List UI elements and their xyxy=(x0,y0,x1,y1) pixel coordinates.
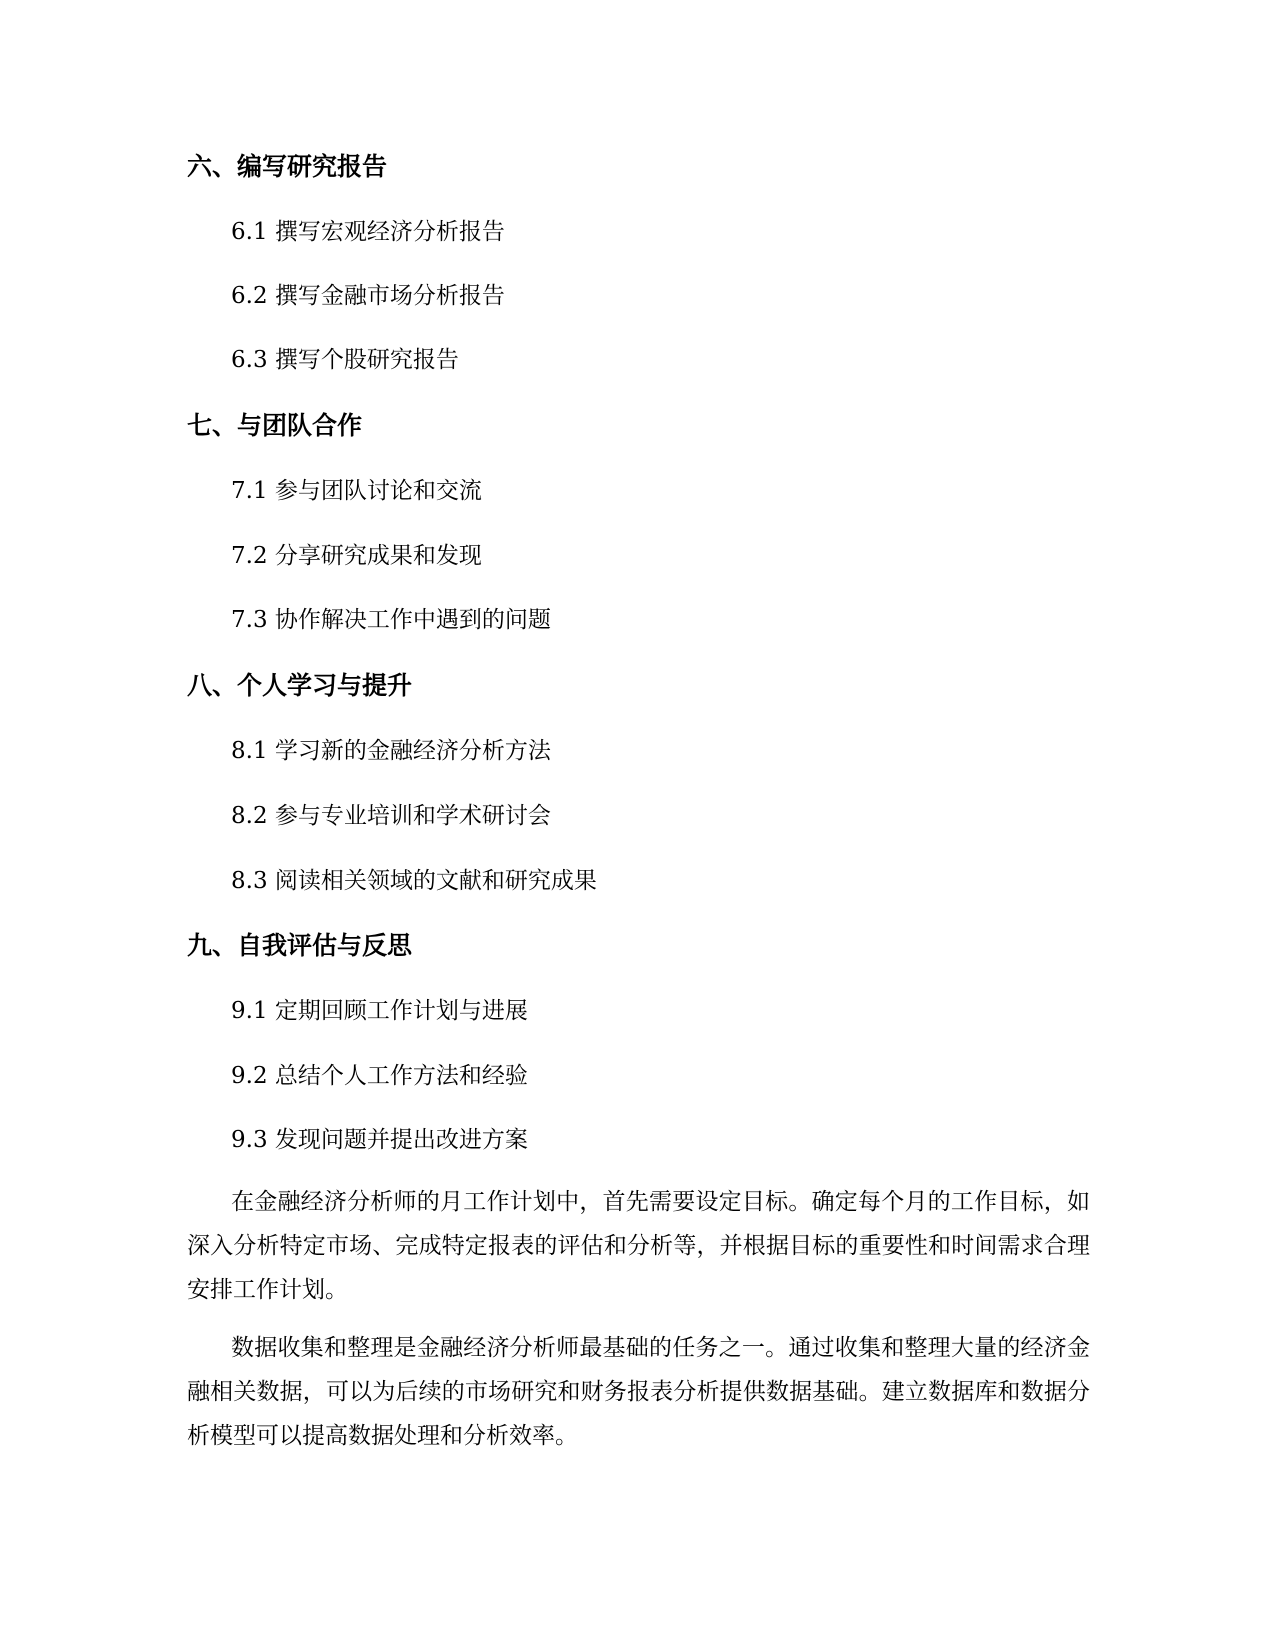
list-item-7-2: 7.2 分享研究成果和发现 xyxy=(231,543,482,569)
list-item-7-1: 7.1 参与团队讨论和交流 xyxy=(231,478,482,504)
list-item-6-2: 6.2 撰写金融市场分析报告 xyxy=(231,283,505,309)
list-item-9-1: 9.1 定期回顾工作计划与进展 xyxy=(231,998,528,1024)
list-item-6-1: 6.1 撰写宏观经济分析报告 xyxy=(231,219,505,245)
section-heading-7: 七、与团队合作 xyxy=(187,411,363,440)
body-paragraph-data: 数据收集和整理是金融经济分析师最基础的任务之一。通过收集和整理大量的经济金融相关数据，可以为后续的市场研究和财务报表分析提供数据基础。建立数据库和数据分析模型可以提高数据处理和分析效率。 xyxy=(187,1335,1090,1449)
section-heading-6: 六、编写研究报告 xyxy=(187,152,388,181)
list-item-7-3: 7.3 协作解决工作中遇到的问题 xyxy=(231,607,551,633)
list-item-8-2: 8.2 参与专业培训和学术研讨会 xyxy=(231,803,551,829)
body-paragraph-goals: 在金融经济分析师的月工作计划中，首先需要设定目标。确定每个月的工作目标，如深入分析特定市场、完成特定报表的评估和分析等，并根据目标的重要性和时间需求合理安排工作计划。 xyxy=(187,1189,1090,1303)
list-item-8-3: 8.3 阅读相关领域的文献和研究成果 xyxy=(231,868,597,894)
section-heading-9: 九、自我评估与反思 xyxy=(187,931,413,960)
list-item-9-3: 9.3 发现问题并提出改进方案 xyxy=(231,1127,528,1153)
list-item-9-2: 9.2 总结个人工作方法和经验 xyxy=(231,1063,528,1089)
list-item-8-1: 8.1 学习新的金融经济分析方法 xyxy=(231,738,551,764)
section-heading-8: 八、个人学习与提升 xyxy=(187,671,413,700)
list-item-6-3: 6.3 撰写个股研究报告 xyxy=(231,347,459,373)
